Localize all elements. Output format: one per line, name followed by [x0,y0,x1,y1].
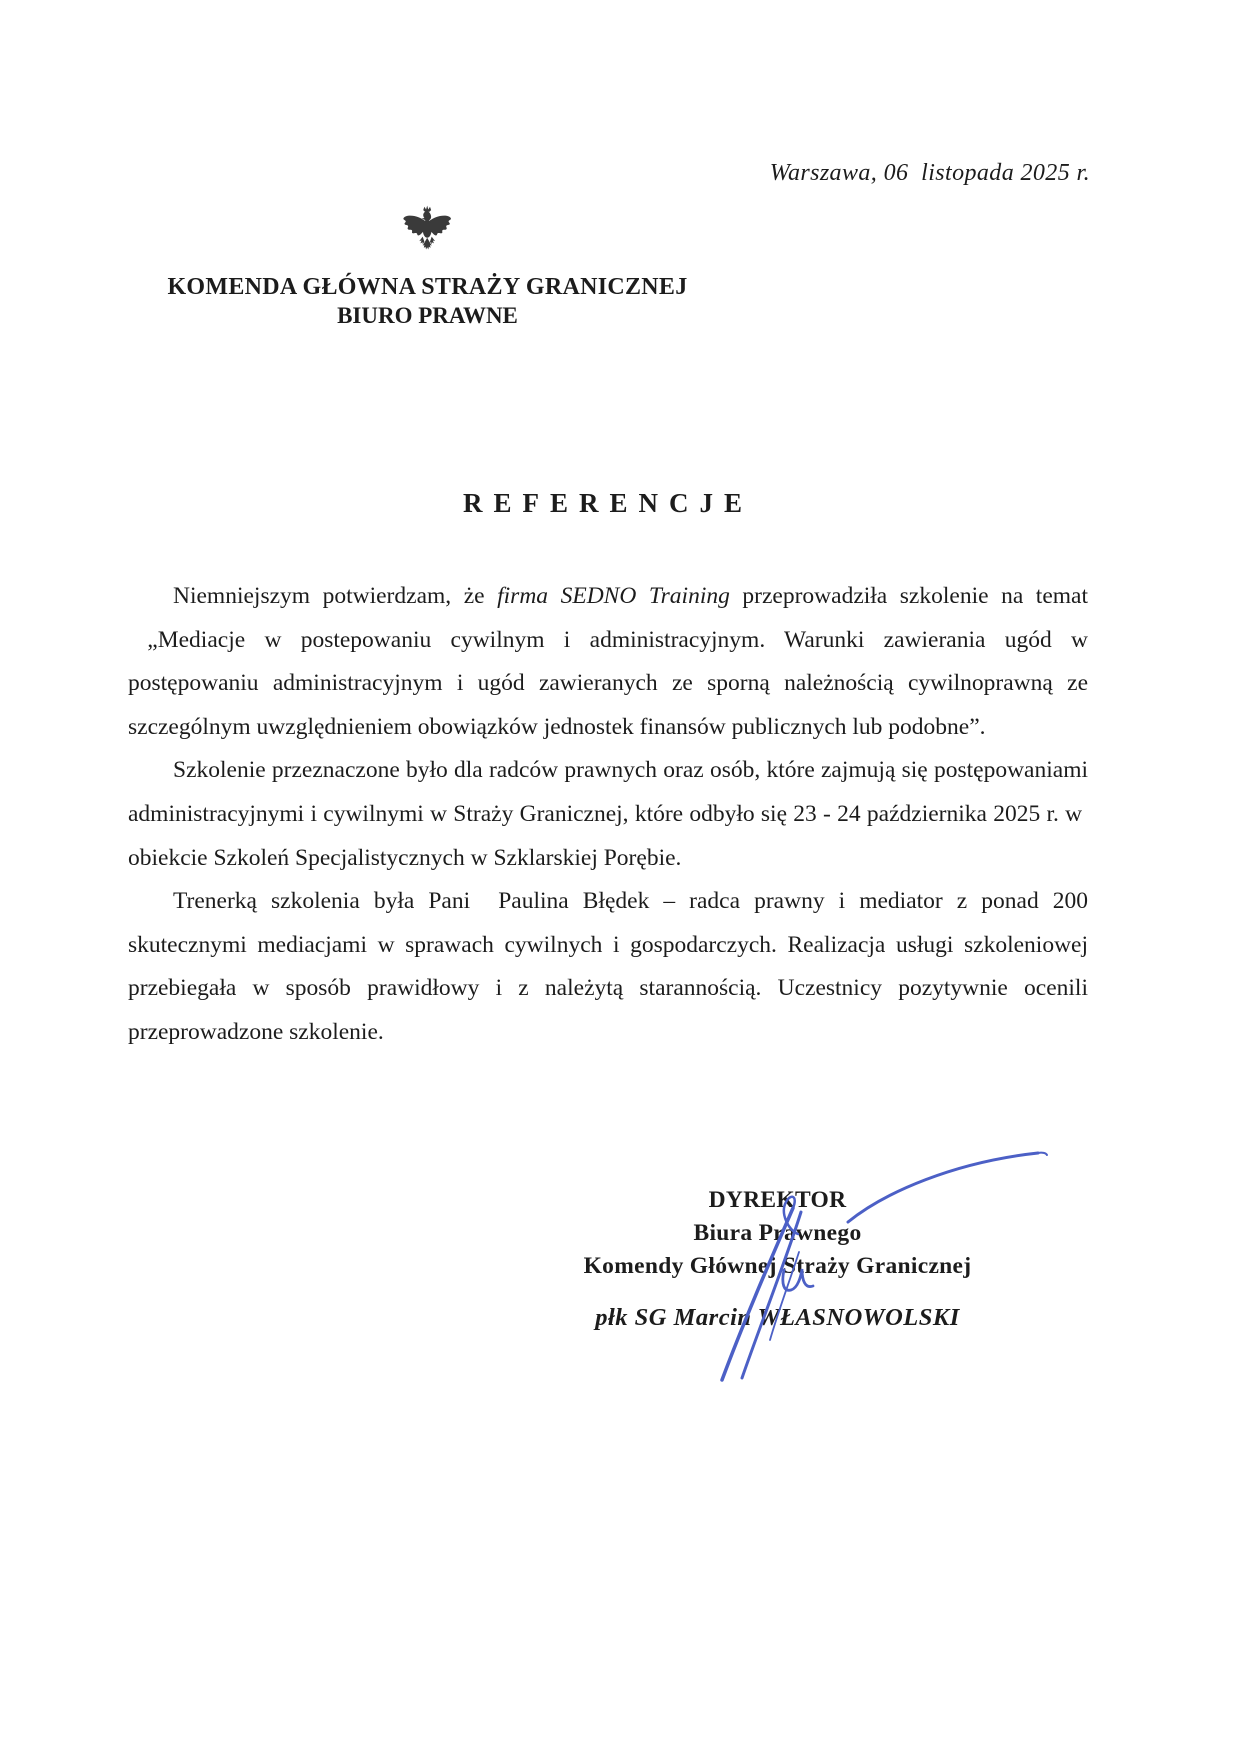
signatory-unit: Biura Prawnego [693,1220,862,1246]
signatory-name: płk SG Marcin WŁASNOWOLSKI [595,1304,960,1331]
organization-name: KOMENDA GŁÓWNA STRAŻY GRANICZNEJ [167,274,688,300]
body-text [128,575,1088,1055]
paragraph: Szkolenie przeznaczone było dla radców prawnych oraz osób, które zajmują się postępowaniami administracyjnymi i cywilnymi w Straży Granicznej, które odbyło się 23 - 24 października 2025 r. w obiekcie Szkoleń Specjalistycznych w Szklarskiej Porębie. [128,757,1088,871]
signatory-organization: Komendy Głównej Straży Granicznej [583,1253,972,1279]
signature-block [505,1184,1050,1332]
letterhead [140,205,715,331]
paragraph: Niemniejszym potwierdzam, że firma SEDNO Training przeprowadziła szkolenie na temat „Mediacje w postepowaniu cywilnym i administracyjnym. Warunki zawierania ugód w postępowaniu administracyjnym i ugód zawieranych ze sporną należnością cywilnoprawną ze szczególnym uwzględnieniem obowiązków jednostek finansów publicznych lub podobne”. [128,583,1089,740]
polish-eagle-icon [140,205,715,267]
signatory-title: DYREKTOR [708,1187,847,1213]
paragraph: Trenerką szkolenia była Pani Paulina Błędek – radca prawny i mediator z ponad 200 skutecznymi mediacjami w sprawach cywilnych i gospodarczych. Realizacja usługi szkoleniowej przebiegała w sposób prawidłowy i z należytą starannością. Uczestnicy pozytywnie ocenili przeprowadzone szkolenie. [128,888,1088,1045]
date-line: Warszawa, 06 listopada 2025 r. [769,160,1090,186]
document-title: REFERENCJE [462,488,754,518]
organization-unit: BIURO PRAWNE [337,303,518,328]
